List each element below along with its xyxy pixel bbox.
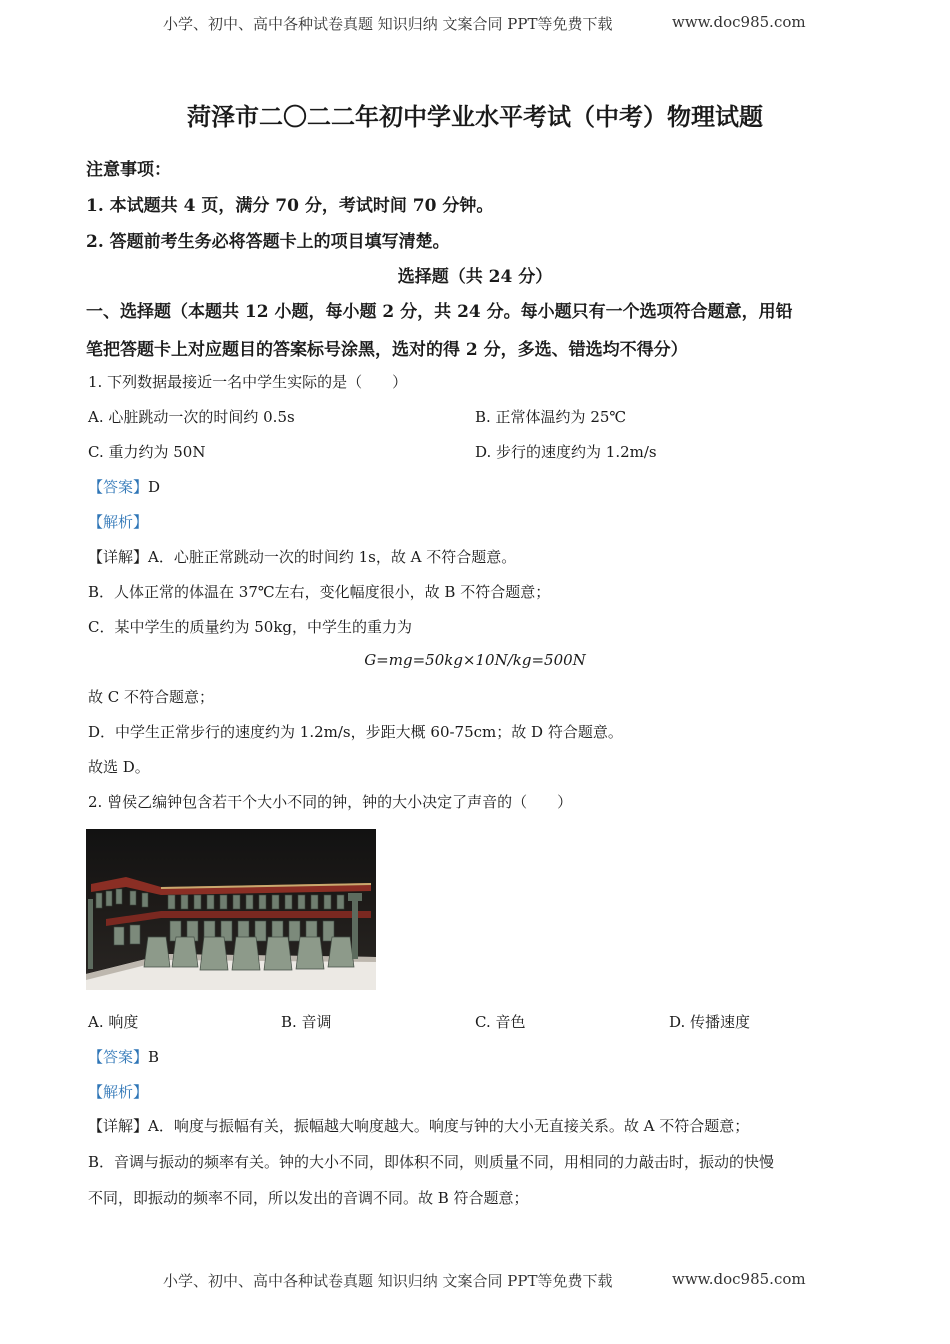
q1-stem: 1. 下列数据最接近一名中学生实际的是（ ） bbox=[88, 373, 408, 391]
q1-detail-2: B．人体正常的体温在 37℃左右，变化幅度很小，故 B 不符合题意； bbox=[88, 583, 551, 601]
section-instructions-line-2: 笔把答题卡上对应题目的答案标号涂黑，选对的得 2 分，多选、错选均不得分） bbox=[86, 340, 688, 360]
q2-detail-1: 【详解】A．响度与振幅有关，振幅越大响度越大。响度与钟的大小无直接关系。故 A 不符合题意； bbox=[88, 1117, 750, 1135]
q1-option-b: B. 正常体温约为 25℃ bbox=[475, 408, 627, 426]
q1-option-c: C. 重力约为 50N bbox=[88, 443, 206, 461]
q1-detail-1: 【详解】A．心脏正常跳动一次的时间约 1s，故 A 不符合题意。 bbox=[88, 548, 517, 566]
q2-option-b: B. 音调 bbox=[281, 1013, 332, 1031]
q1-detail-4: 故 C 不符合题意； bbox=[88, 688, 215, 706]
q1-answer bbox=[88, 476, 160, 497]
section-title: 选择题（共 24 分） bbox=[397, 267, 553, 287]
q2-option-a: A. 响度 bbox=[88, 1013, 139, 1031]
q1-option-a: A. 心脏跳动一次的时间约 0.5s bbox=[88, 408, 295, 426]
notes-heading: 注意事项： bbox=[86, 160, 171, 180]
q2-detail-2: B．音调与振动的频率有关。钟的大小不同，即体积不同，则质量不同，用相同的力敲击时，振动的快慢 bbox=[88, 1153, 775, 1171]
answer-value: B bbox=[148, 1048, 160, 1066]
answer-value: D bbox=[148, 478, 161, 496]
q1-formula: G=mg=50kg×10N/kg=500N bbox=[364, 651, 586, 669]
page-title: 菏泽市二〇二二年初中学业水平考试（中考）物理试题 bbox=[187, 102, 763, 131]
bianzhong-bells-photo bbox=[86, 829, 376, 990]
q2-stem: 2. 曾侯乙编钟包含若干个大小不同的钟，钟的大小决定了声音的（ ） bbox=[88, 793, 573, 811]
q2-detail-3: 不同，即振动的频率不同，所以发出的音调不同。故 B 符合题意； bbox=[88, 1189, 529, 1207]
footer-tagline: 小学、初中、高中各种试卷真题 知识归纳 文案合同 PPT等免费下载 bbox=[163, 1272, 613, 1290]
notes-item-1: 1. 本试题共 4 页，满分 70 分，考试时间 70 分钟。 bbox=[86, 196, 494, 216]
header-site-link[interactable]: www.doc985.com bbox=[672, 13, 806, 31]
q2-analysis-tag: 【解析】 bbox=[88, 1083, 149, 1101]
q1-detail-6: 故选 D。 bbox=[88, 758, 150, 776]
q1-option-d: D. 步行的速度约为 1.2m/s bbox=[475, 443, 657, 461]
section-instructions-line-1: 一、选择题（本题共 12 小题，每小题 2 分，共 24 分。每小题只有一个选项符合题意，用铅 bbox=[86, 302, 793, 322]
answer-tag: 【答案】 bbox=[88, 1048, 149, 1066]
q1-detail-3: C．某中学生的质量约为 50kg，中学生的重力为 bbox=[88, 618, 413, 636]
header-tagline: 小学、初中、高中各种试卷真题 知识归纳 文案合同 PPT等免费下载 bbox=[163, 15, 613, 33]
q2-option-d: D. 传播速度 bbox=[669, 1013, 751, 1031]
q2-option-c: C. 音色 bbox=[475, 1013, 526, 1031]
q1-detail-5: D．中学生正常步行的速度约为 1.2m/s，步距大概 60-75cm；故 D 符合题意。 bbox=[88, 723, 623, 741]
q1-analysis-tag: 【解析】 bbox=[88, 513, 149, 531]
footer-site-link[interactable]: www.doc985.com bbox=[672, 1270, 806, 1288]
answer-tag: 【答案】 bbox=[88, 478, 149, 496]
notes-item-2: 2. 答题前考生务必将答题卡上的项目填写清楚。 bbox=[86, 232, 450, 252]
q2-answer bbox=[88, 1046, 159, 1067]
